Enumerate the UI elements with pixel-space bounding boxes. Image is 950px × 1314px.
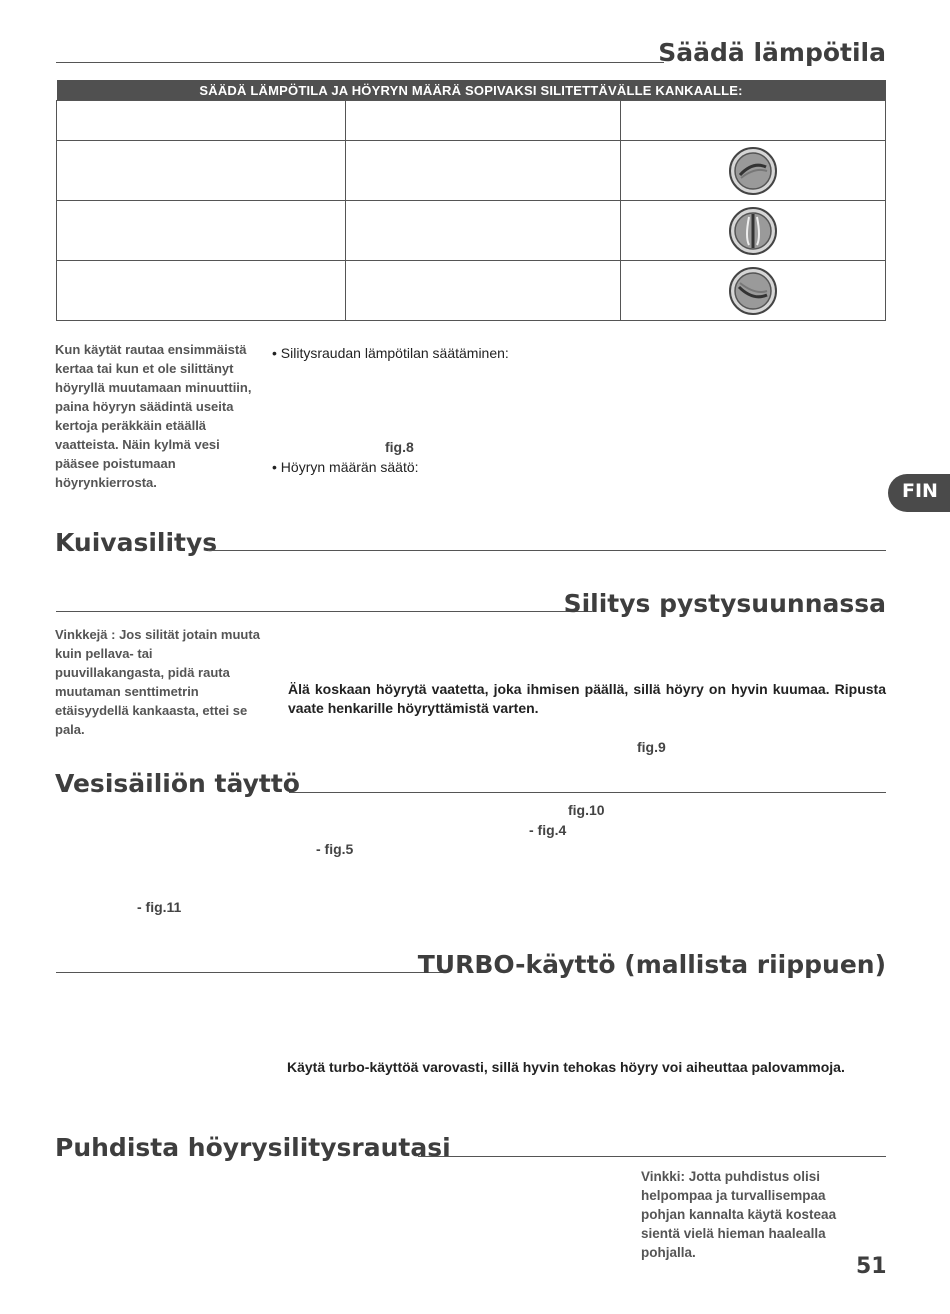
vertical-tip: Vinkkejä : Jos silität jotain muuta kuin pellava- tai puuvillakangasta, pidä rauta muutaman senttimetrin etäisyydellä kankaasta, ettei se pala. (55, 627, 260, 737)
bullet-dot: • (272, 459, 281, 475)
section-title-cleaning: Puhdista höyrysilitysrautasi (55, 1133, 451, 1162)
table-cell (57, 261, 346, 321)
fig-reference: - fig.11 (137, 899, 182, 915)
temperature-side-note: Kun käytät rautaa ensimmäistä kertaa tai kun et ole silittänyt höyryllä muutamaan minuuttiin, paina höyryn säädintä useita kertoja peräkkäin etäällä vaatteista. Näin kylmä vesi pääsee poistumaan höyrynkierrosta. (55, 342, 252, 490)
bullet-temperature-setting (272, 344, 509, 363)
section-title-temperature: Säädä lämpötila (658, 38, 886, 67)
table-cell (57, 201, 346, 261)
bullet-dot: • (272, 345, 281, 361)
table-cell (621, 141, 886, 201)
section-rule (56, 611, 592, 612)
page-number: 51 (856, 1254, 887, 1279)
vertical-warning: Älä koskaan höyrytä vaatetta, joka ihmisen päällä, sillä höyry on hyvin kuumaa. Ripusta vaate henkarille höyryttämistä varten. (288, 681, 886, 716)
section-title-vertical: Silitys pystysuunnassa (563, 589, 886, 618)
fig-reference: fig.10 (568, 802, 605, 818)
table-cell (57, 101, 346, 141)
language-tab-label: FIN (902, 480, 938, 502)
fig-reference: fig.9 (637, 739, 666, 755)
table-cell (346, 141, 621, 201)
section-rule (289, 792, 886, 793)
fig-reference: fig.8 (385, 439, 414, 455)
table-cell (57, 141, 346, 201)
section-title-filling: Vesisäiliön täyttö (55, 769, 300, 798)
section-rule (418, 1156, 886, 1157)
section-rule (56, 62, 664, 63)
bullet-text: Höyryn määrän säätö: (280, 459, 419, 475)
section-rule (56, 972, 444, 973)
dial-low-icon (729, 147, 777, 195)
dial-medium-icon (729, 207, 777, 255)
table-cell (621, 201, 886, 261)
table-cell (621, 101, 886, 141)
table-cell (346, 101, 621, 141)
language-tab (888, 474, 950, 512)
table-cell (621, 261, 886, 321)
fig-reference: - fig.5 (316, 841, 354, 857)
section-rule (208, 550, 886, 551)
fig-reference: - fig.4 (529, 822, 567, 838)
table-cell (346, 261, 621, 321)
temperature-table (56, 80, 886, 321)
table-cell (346, 201, 621, 261)
section-title-dry-ironing: Kuivasilitys (55, 528, 218, 557)
dial-high-icon (729, 267, 777, 315)
section-title-turbo: TURBO-käyttö (mallista riippuen) (417, 950, 886, 979)
temperature-table-header: SÄÄDÄ LÄMPÖTILA JA HÖYRYN MÄÄRÄ SOPIVAKSI SILITETTÄVÄLLE KANKAALLE: (57, 80, 886, 101)
bullet-text: Silitysraudan lämpötilan säätäminen: (280, 345, 509, 361)
bullet-steam-setting (272, 458, 419, 477)
cleaning-tip: Vinkki: Jotta puhdistus olisi helpompaa ja turvallisempaa pohjan kannalta käytä kosteaa sientä vielä hieman haalealla pohjalla. (641, 1169, 837, 1260)
turbo-warning: Käytä turbo-käyttöä varovasti, sillä hyvin tehokas höyry voi aiheuttaa palovammoja. (287, 1059, 845, 1075)
